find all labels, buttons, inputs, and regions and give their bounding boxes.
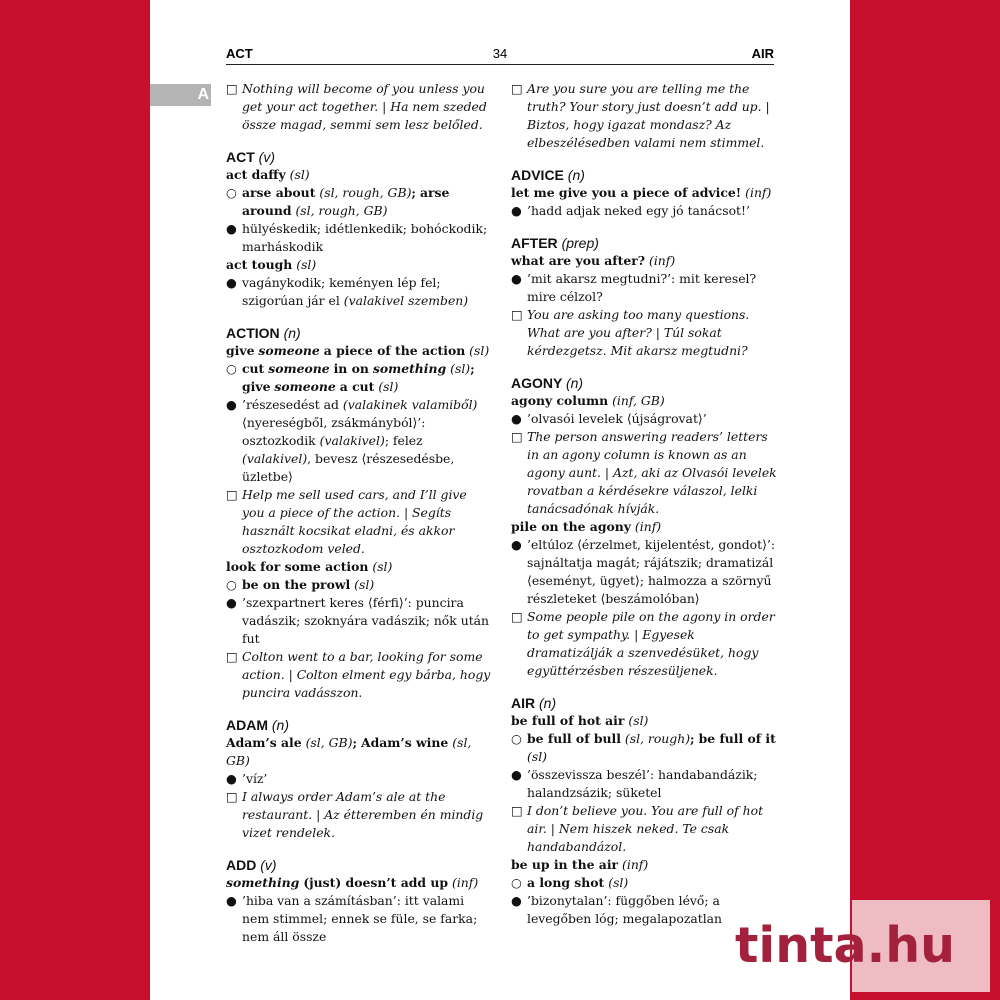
synonym-entry: ○ a long shot (sl) — [511, 875, 629, 890]
header-left-guideword: ACT — [226, 46, 253, 61]
dot-bullet-icon: ● — [511, 203, 522, 218]
headword-after: AFTER (prep) — [511, 235, 599, 251]
square-bullet-icon: □ — [226, 81, 238, 96]
header-right-guideword: AIR — [751, 46, 774, 61]
phrase-full-of-hot-air: be full of hot air (sl) — [511, 713, 649, 728]
meaning-entry: ● ’víz’ — [226, 771, 268, 786]
thumb-index-tab: A — [150, 84, 211, 106]
page-number: 34 — [492, 46, 508, 61]
dot-bullet-icon: ● — [511, 767, 522, 782]
synonym-entry: ○ cut someone in on something (sl); give someone a cut (sl) — [226, 361, 475, 394]
running-header — [226, 44, 774, 65]
meaning-entry: ● ’bizonytalan’: függőben lévő; a levegőben lóg; megalapozatlan — [511, 893, 723, 926]
square-bullet-icon: □ — [226, 649, 238, 664]
example-entry: □ The person answering readers’ letters in an agony column is known as an agony aunt. | Azt, aki az Olvasói levelek rovatban a kérdésekre válaszol, lelki tanácsadónak hívják. — [511, 429, 777, 516]
square-bullet-icon: □ — [226, 789, 238, 804]
dot-bullet-icon: ● — [226, 275, 237, 290]
dot-bullet-icon: ● — [226, 893, 237, 908]
meaning-entry: ● ’szexpartnert keres ⟨férfi⟩’: puncira vadászik; szoknyára vadászik; nők után fut — [226, 595, 490, 646]
circle-bullet-icon: ○ — [511, 731, 522, 746]
example-entry: □ Colton went to a bar, looking for some action. | Colton elment egy bárba, hogy puncira vadásszon. — [226, 649, 491, 700]
dot-bullet-icon: ● — [511, 411, 522, 426]
phrase-agony-column: agony column (inf, GB) — [511, 393, 665, 408]
example-entry: □ I don’t believe you. You are full of hot air. | Nem hiszek neked. Te csak handabandázol. — [511, 803, 764, 854]
example-entry: □ I always order Adam’s ale at the restaurant. | Az étteremben én mindig vizet rendelek. — [226, 789, 484, 840]
dictionary-page — [150, 0, 850, 1000]
headword-act: ACT (v) — [226, 149, 275, 165]
headword-advice: ADVICE (n) — [511, 167, 585, 183]
example-entry: □ You are asking too many questions. What are you after? | Túl sokat kérdezgetsz. Mit akarsz megtudni? — [511, 307, 750, 358]
dot-bullet-icon: ● — [226, 221, 237, 236]
meaning-entry: ● ’hiba van a számításban’: itt valami nem stimmel; ennek se füle, se farka; nem áll össze — [226, 893, 478, 944]
meaning-entry: ● ’részesedést ad (valakinek valamiből) ⟨nyereségből, zsákmányból⟩’: osztozkodik (valakivel); felez (valakivel), bevesz ⟨részesedésbe, üzletbe⟩ — [226, 397, 478, 484]
headword-agony: AGONY (n) — [511, 375, 584, 391]
synonym-entry: ○ be on the prowl (sl) — [226, 577, 375, 592]
meaning-entry: ● vagánykodik; keményen lép fel; szigorúan jár el (valakivel szemben) — [226, 275, 469, 308]
square-bullet-icon: □ — [511, 609, 523, 624]
headword-add: ADD (v) — [226, 857, 277, 873]
example-entry: □ Are you sure you are telling me the truth? Your story just doesn’t add up. | Biztos, hogy igazat mondasz? Az elbeszélésedben valami nem stimmel. — [511, 81, 770, 150]
square-bullet-icon: □ — [511, 81, 523, 96]
phrase-let-me-give-advice: let me give you a piece of advice! (inf) — [511, 185, 772, 200]
meaning-entry: ● ’hadd adjak neked egy jó tanácsot!’ — [511, 203, 750, 218]
example-entry: □ Some people pile on the agony in order to get sympathy. | Egyesek dramatizálják a szenvedésüket, hogy együttérzésben részesüljenek. — [511, 609, 775, 678]
right-column — [511, 80, 777, 928]
meaning-entry: ● hülyéskedik; idétlenkedik; bohóckodik; marháskodik — [226, 221, 488, 254]
headword-adam: ADAM (n) — [226, 717, 290, 733]
left-column — [226, 80, 492, 946]
synonym-entry: ○ arse about (sl, rough, GB); arse around (sl, rough, GB) — [226, 185, 450, 218]
meaning-entry: ● ’mit akarsz megtudni?’: mit keresel? mire célzol? — [511, 271, 757, 304]
headword-air: AIR (n) — [511, 695, 557, 711]
dot-bullet-icon: ● — [226, 397, 237, 412]
square-bullet-icon: □ — [511, 307, 523, 322]
meaning-entry: ● ’eltúloz ⟨érzelmet, kijelentést, gondot⟩’: sajnáltatja magát; rájátszik; dramatizál ⟨eseményt, ügyet⟩; halmozza a szörnyű részleteket ⟨beszámolóban⟩ — [511, 537, 776, 606]
meaning-entry: ● ’olvasói levelek ⟨újságrovat⟩’ — [511, 411, 707, 426]
headword-action: ACTION (n) — [226, 325, 301, 341]
phrase-what-are-you-after: what are you after? (inf) — [511, 253, 676, 268]
dot-bullet-icon: ● — [511, 537, 522, 552]
circle-bullet-icon: ○ — [226, 361, 237, 376]
dot-bullet-icon: ● — [511, 893, 522, 908]
circle-bullet-icon: ○ — [511, 875, 522, 890]
phrase-give-action: give someone a piece of the action (sl) — [226, 343, 490, 358]
phrase-act-tough: act tough (sl) — [226, 257, 317, 272]
phrase-adams-ale: Adam’s ale (sl, GB); Adam’s wine (sl, GB) — [226, 735, 472, 768]
phrase-look-for-action: look for some action (sl) — [226, 559, 393, 574]
example-entry: □ Help me sell used cars, and I’ll give you a piece of the action. | Segíts használt kocsikat eladni, és akkor osztozkodom veled. — [226, 487, 467, 556]
example-entry: □ Nothing will become of you unless you get your act together. | Ha nem szeded össze magad, semmi sem lesz belőled. — [226, 81, 487, 132]
phrase-doesnt-add-up: something (just) doesn’t add up (inf) — [226, 875, 479, 890]
dot-bullet-icon: ● — [226, 595, 237, 610]
synonym-entry: ○ be full of bull (sl, rough); be full of it (sl) — [511, 731, 776, 764]
dot-bullet-icon: ● — [226, 771, 237, 786]
phrase-pile-on-agony: pile on the agony (inf) — [511, 519, 662, 534]
square-bullet-icon: □ — [511, 429, 523, 444]
dot-bullet-icon: ● — [511, 271, 522, 286]
watermark-logo: tinta.hu — [735, 917, 955, 974]
meaning-entry: ● ’összevissza beszél’: handabandázik; halandzsázik; süketel — [511, 767, 758, 800]
circle-bullet-icon: ○ — [226, 577, 237, 592]
square-bullet-icon: □ — [511, 803, 523, 818]
phrase-up-in-the-air: be up in the air (inf) — [511, 857, 649, 872]
circle-bullet-icon: ○ — [226, 185, 237, 200]
square-bullet-icon: □ — [226, 487, 238, 502]
phrase-act-daffy: act daffy (sl) — [226, 167, 310, 182]
